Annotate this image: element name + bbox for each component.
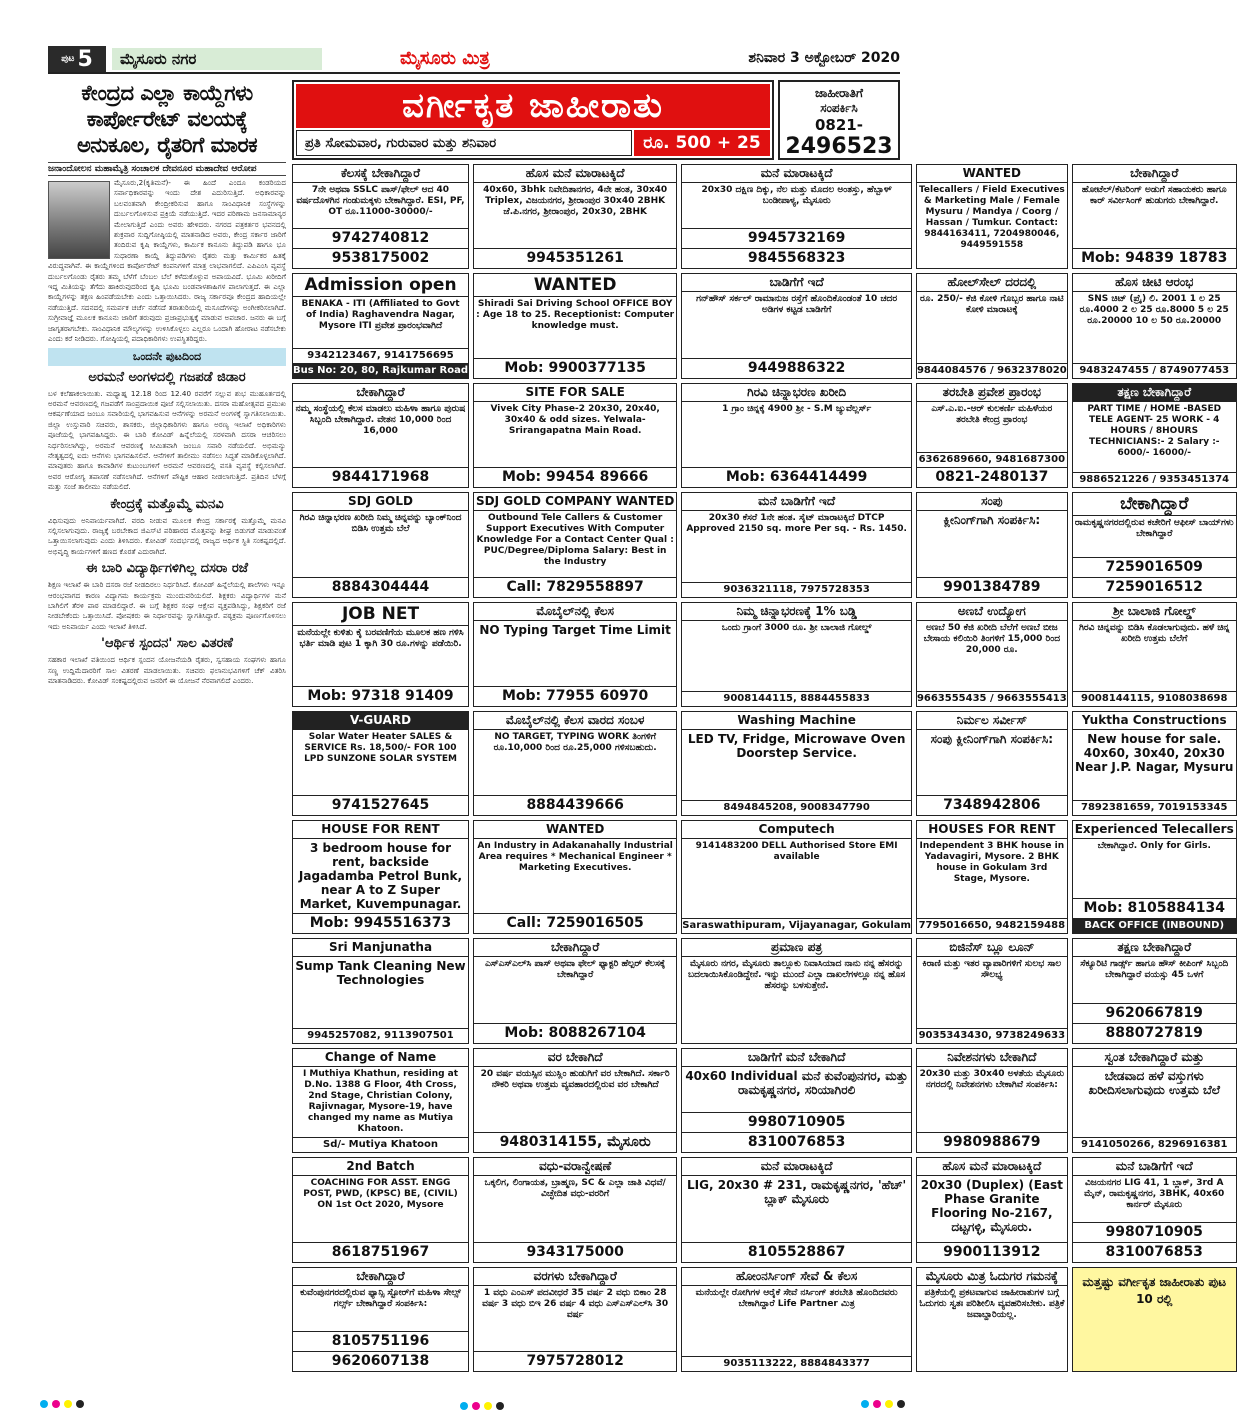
- classified-ads-grid: [292, 164, 1234, 1372]
- classified-ad: [1072, 492, 1237, 597]
- classified-price: ರೂ. 500 + 25: [634, 130, 770, 156]
- classified-ad: [681, 820, 912, 934]
- ad-heading: ಹೊಸ ಮನೆ ಮಾರಾಟಕ್ಕಿದೆ: [917, 1158, 1067, 1176]
- ad-body: 40x60 Individual ಮನೆ ಕುವೆಂಪುನಗರ, ಮತ್ತು ರಾಮಕೃಷ್ಣನಗರ, ಸರಿಯಾಗಿರಲಿ: [685, 1068, 908, 1097]
- ad-body: 1 ಗ್ರಾಂ ಚಿನ್ನಕ್ಕೆ 4900 ಶ್ರೀ - S.M ಜ್ಯುವೆಲ್ಲರ್ಸ್: [722, 403, 872, 414]
- subheading: 'ಆರ್ಥಿಕ ಸ್ಪಂದನ' ಸಾಲ ವಿತರಣೆ: [101, 636, 233, 652]
- classified-ad: [292, 602, 469, 707]
- ad-phone: Saraswathipuram, Vijayanagar, Gokulam: [682, 920, 911, 932]
- classified-ad: [681, 383, 912, 488]
- ad-phone: 7348942806: [917, 795, 1067, 815]
- page-label: ಪುಟ: [61, 54, 75, 64]
- ad-heading: HOUSE FOR RENT: [293, 821, 468, 839]
- ad-body: ಗಿರವಿ ಚಿನ್ನವನ್ನು ಬಿಡಿಸಿ ಕೊಡಲಾಗುವುದು. ಹಳೆ ಚಿನ್ನ ಖರೀದಿ ಉತ್ತಮ ಬೆಲೆಗೆ: [1078, 622, 1230, 644]
- ad-heading: ಹೋಲ್‌ಸೇಲ್ ದರದಲ್ಲಿ: [917, 274, 1067, 292]
- ad-body: NO TARGET, TYPING WORK ತಿಂಗಳಿಗೆ ರೂ.10,000 ರಿಂದ ರೂ.25,000 ಗಳಿಸಬಹುದು.: [493, 732, 657, 753]
- dateline: ಶನಿವಾರ 3 ಅಕ್ಟೋಬರ್ 2020: [748, 50, 900, 66]
- ad-heading: Experienced Telecallers: [1073, 821, 1236, 839]
- classified-ad: [681, 164, 912, 269]
- ad-body: ಕ್ಲೀನಿಂಗ್‌ಗಾಗಿ ಸಂಪರ್ಕಿಸಿ:: [943, 513, 1041, 528]
- ad-heading: 2nd Batch: [293, 1158, 468, 1176]
- classified-ad: [1072, 820, 1237, 934]
- ad-body: Vivek City Phase-2 20x30, 20x40, 30x40 & odd sizes. Yelwala-Srirangapatna Main Road.: [490, 403, 660, 436]
- ad-heading: ವಧು-ವರಾನ್ವೇಷಣೆ: [474, 1158, 676, 1176]
- ad-phone: 9620607138: [293, 1351, 468, 1371]
- classified-ad: [1072, 164, 1237, 269]
- ad-heading: ಬೇಕಾಗಿದ್ದಾರೆ: [1073, 493, 1236, 516]
- ad-heading: ನಿರ್ಮಲ ಸರ್ವೀಸ್: [917, 712, 1067, 730]
- portrait-photo: [48, 181, 110, 259]
- classified-header: [292, 80, 774, 160]
- ad-heading: ನಿಮ್ಮ ಚಿನ್ನಾಭರಣಕ್ಕೆ 1% ಬಡ್ಡಿ: [682, 603, 911, 621]
- ad-phone: Call: 7259016505: [474, 913, 676, 933]
- ad-body: ಎಸ್.ಎ.ಐ.-ಆರ್ ಕುಲಕರ್ಣಿ ಮಹಿಳೆಯರ ತರಬೇತಿ ಕೇಂದ್ರ ಪ್ರಾರಂಭ: [931, 403, 1053, 425]
- ad-body: ರೂ. 250/- ಕೆಜಿ ಕೋಳಿ ಗೊಬ್ಬರ ಹಾಗೂ ನಾಟಿ ಕೋಳಿ ಮಾರಾಟಕ್ಕೆ: [920, 294, 1064, 316]
- classified-schedule: ಪ್ರತಿ ಸೋಮವಾರ, ಗುರುವಾರ ಮತ್ತು ಶನಿವಾರ: [296, 130, 632, 156]
- ad-phone: 8880727819: [1073, 1023, 1236, 1043]
- ad-heading: V-GUARD: [293, 712, 468, 730]
- ad-phone: Sd/- Mutiya Khatoon: [293, 1137, 468, 1152]
- ad-heading: WANTED: [474, 274, 676, 297]
- ad-body: 20 ವರ್ಷ ವಯಸ್ಸಿನ ಮುಸ್ಲಿಂ ಹುಡುಗಿಗೆ ವರ ಬೇಕಾಗಿದೆ. ಸರ್ಕಾರಿ ನೌಕರಿ ಅಥವಾ ಉತ್ತಮ ವ್ಯವಹಾರದಲ್ಲಿರುವ ವರ ಬೇಕಾಗಿದೆ: [480, 1068, 670, 1090]
- ad-body: ಒಂದು ಗ್ರಾಂಗೆ 3000 ರೂ. ಶ್ರೀ ಬಾಲಾಜಿ ಗೋಲ್ಡ್: [721, 622, 872, 633]
- classified-ad: [916, 1048, 1068, 1153]
- ad-phone: 8105528867: [682, 1242, 911, 1262]
- ad-body: ಬೇಡವಾದ ಹಳೆ ವಸ್ತುಗಳು ಖರೀದಿಸಲಾಗುವುದು ಉತ್ತಮ ಬೆಲೆ: [1088, 1068, 1220, 1097]
- ad-phone: 8884304444: [293, 577, 468, 597]
- ad-phone: 7795016650, 9482159488: [918, 920, 1066, 932]
- classified-ad: [916, 938, 1068, 1043]
- section-name: ಮೈಸೂರು ನಗರ: [112, 48, 322, 70]
- ad-phone: 9036321118, 7975728353: [682, 582, 911, 597]
- ad-body: ರಾಮಕೃಷ್ಣನಗರದಲ್ಲಿರುವ ಕಚೇರಿಗೆ ಆಫೀಸ್ ಬಾಯ್‌ಗಳು ಬೇಕಾಗಿದ್ದಾರೆ: [1074, 518, 1234, 540]
- ad-heading: SDJ GOLD COMPANY WANTED: [474, 493, 676, 511]
- ad-body: New house for sale. 40x60, 30x40, 20x30 Near J.P. Nagar, Mysuru: [1075, 732, 1234, 774]
- ad-phone: Mob: 8105884134: [1073, 898, 1236, 918]
- ad-body: ಅಣಬೆ 50 ಕೆಜಿ ಖರೀದಿ ಬೆಲೆಗೆ ಅಣಬೆ ಬೀಜ ಬೇಸಾಯ ಕಲಿಯಿರಿ ತಿಂಗಳಿಗೆ 15,000 ರಿಂದ 20,000 ರೂ.: [923, 622, 1061, 655]
- ad-heading: ಬೇಕಾಗಿದ್ದಾರೆ: [474, 939, 676, 957]
- ad-phone: 9663555435 / 9663555413: [916, 693, 1067, 704]
- contact-line: ಸಂಪರ್ಕಿಸಿ: [820, 101, 858, 115]
- ad-body: ಸೆಕ್ಯೂರಿಟಿ ಗಾರ್ಡ್ಸ್ ಹಾಗೂ ಹೌಸ್ ಕೀಪಿಂಗ್ ಸಿಬ್ಬಂದಿ ಬೇಕಾಗಿದ್ದಾರೆ ವಯಸ್ಸು 45 ಒಳಗೆ: [1080, 959, 1229, 981]
- ad-body: 7ನೇ ಅಥವಾ SSLC ಪಾಸ್/ಫೇಲ್ ಆದ 40 ವರ್ಷದೊಳಗಿನ ಗಂಡುಮಕ್ಕಳು ಬೇಕಾಗಿದ್ದಾರೆ. ESI, PF, OT ರೂ.11000-30000/-: [296, 185, 465, 217]
- classified-ad: [916, 602, 1068, 707]
- classified-ad: [916, 1267, 1068, 1372]
- ad-phone: 7259016512: [1073, 577, 1236, 597]
- article-byline: ಜನಾಂದೋಲನ ಮಹಾಮೈತ್ರಿ ಸಂಚಾಲಕ ದೇವನೂರ ಮಹಾದೇವ ಆರೋಪ: [48, 162, 286, 176]
- ad-phone: Mob: 77955 60970: [474, 686, 676, 706]
- ad-phone: Mob: 99454 89666: [474, 467, 676, 487]
- ad-body: LED TV, Fridge, Microwave Oven Doorstep Service.: [687, 732, 906, 760]
- ad-body: ವಿಜಯನಗರ LIG 41, 1 ಬ್ಲಾಕ್, 3rd A ಮೈನ್, ರಾಮಕೃಷ್ಣನಗರ, 3BHK, 40x60 ಕಾರ್ನರ್ ಮೈಸೂರು: [1084, 1178, 1225, 1211]
- classified-ad: [681, 1157, 912, 1262]
- ad-body: ಒಕ್ಕಲಿಗ, ಲಿಂಗಾಯತ, ಬ್ರಾಹ್ಮಣ, SC & ಎಲ್ಲಾ ಜಾತಿ ವಿಧವೆ/ವಿಚ್ಛೇದಿತ ವಧು-ವರರಿಗೆ: [484, 1178, 666, 1200]
- classified-ad: [681, 938, 912, 1043]
- ad-heading: Sri Manjunatha: [293, 939, 468, 957]
- contact-line: 0821-: [815, 116, 863, 134]
- ad-phone: Mob: 97318 91409: [293, 686, 468, 706]
- article-body: ಮೈಸೂರು,2(ಕೃತಿಮನೆ)- ಈ ಹಿಂದೆ ಎಂದೂ ಕಂಡರಿಯದ ಸರ್ವಾಧಿಕಾರವನ್ನು ಇಂದು ದೇಶ ಎದುರಿಸುತ್ತಿದೆ. ಅಧಿಕಾರವನ್ನು ಬಲವಂತವಾಗಿ ಕೇಂದ್ರೀಕರಿಸುವ ಹಾಗೂ ಸಾಂವಿಧಾನಿಕ ಸಂಸ್ಥೆಗಳನ್ನು ದುರ್ಬಲಗೊಳಿಸುವ ಪ್ರಕ್ರಿಯೆ ನಡೆಯುತ್ತಿದೆ. ಇದರ ಪರಿಣಾಮ ಜನಸಾಮಾನ್ಯರ ಮೇಲಾಗುತ್ತಿದೆ ಎಂದು ಅವರು ಹೇಳಿದರು. ನಗರದ ಪತ್ರಕರ್ತರ ಭವನದಲ್ಲಿ ಶುಕ್ರವಾರ ಸುದ್ದಿಗೋಷ್ಠಿಯಲ್ಲಿ ಮಾತನಾಡಿದ ಅವರು, ಕೇಂದ್ರ ಸರ್ಕಾರ ಜಾರಿಗೆ ತಂದಿರುವ ಕೃಷಿ ಕಾಯ್ದೆಗಳು, ಕಾರ್ಮಿಕ ಕಾನೂನು ತಿದ್ದುಪಡಿ ಹಾಗೂ ಭೂ ಸುಧಾರಣಾ ಕಾಯ್ದೆ ತಿದ್ದುಪಡಿಗಳು ರೈತರು ಮತ್ತು ಕಾರ್ಮಿಕರ ಹಿತಕ್ಕೆ ವಿರುದ್ಧವಾಗಿವೆ. ಈ ಕಾಯ್ದೆಗಳಿಂದ ಕಾರ್ಪೋರೇಟ್ ಕಂಪನಿಗಳಿಗೆ ಮಾತ್ರ ಲಾಭವಾಗಲಿದೆ. ಎಪಿಎಂಸಿ ವ್ಯವಸ್ಥೆ ದುರ್ಬಲಗೊಂಡು ರೈತರು ತಮ್ಮ ಬೆಳೆಗೆ ಬೆಂಬಲ ಬೆಲೆ ಕಳೆದುಕೊಳ್ಳುವ ಅಪಾಯವಿದೆ. ಭೂಮಿ ಖರೀದಿಗೆ ಇದ್ದ ಮಿತಿಯನ್ನು ತೆಗೆದು ಹಾಕಿರುವುದರಿಂದ ಕೃಷಿ ಭೂಮಿ ಬಂಡವಾಳಶಾಹಿಗಳ ಪಾಲಾಗುತ್ತದೆ. ಈ ಎಲ್ಲಾ ಕಾಯ್ದೆಗಳನ್ನು ತಕ್ಷಣ ಹಿಂಪಡೆಯಬೇಕು ಎಂದು ಒತ್ತಾಯಿಸಿದರು. ರಾಜ್ಯ ಸರ್ಕಾರವೂ ಕೇಂದ್ರದ ಹಾದಿಯಲ್ಲೇ ನಡೆಯುತ್ತಿದೆ. ಸದನದಲ್ಲಿ ಸಮರ್ಪಕ ಚರ್ಚೆ ನಡೆಸದೆ ತರಾತುರಿಯಲ್ಲಿ ಮಸೂದೆಗಳನ್ನು ಅಂಗೀಕರಿಸಲಾಗಿದೆ. ಸುಗ್ರೀವಾಜ್ಞೆ ಮೂಲಕ ಕಾನೂನು ಜಾರಿಗೆ ತರುವುದು ಪ್ರಜಾಪ್ರಭುತ್ವಕ್ಕೆ ಮಾಡುವ ಅಪಚಾರ. ಜನರು ಈ ಬಗ್ಗೆ ಜಾಗೃತರಾಗಬೇಕು. ಸಾಂವಿಧಾನಿಕ ಮೌಲ್ಯಗಳನ್ನು ಉಳಿಸಿಕೊಳ್ಳಲು ಎಲ್ಲರೂ ಒಂದಾಗಿ ಹೋರಾಟ ನಡೆಸಬೇಕು ಎಂದು ಕರೆ ನೀಡಿದರು. ಗೋಷ್ಠಿಯಲ್ಲಿ ಪದಾಧಿಕಾರಿಗಳು ಉಪಸ್ಥಿತರಿದ್ದರು.: [48, 178, 286, 344]
- ad-phone: 8618751967: [293, 1242, 468, 1262]
- classified-ad: [473, 711, 677, 816]
- ad-body: 20x30 ಕೆಸರೆ 1ನೇ ಹಂತ. ಸೈಟ್ ಮಾರಾಟಕ್ಕಿದೆ DTCP Approved 2150 sq. more Per sq. - Rs. 1450.: [686, 513, 907, 535]
- ad-body: ಕುವೆಂಪುನಗರದಲ್ಲಿರುವ ಫ್ಯಾನ್ಸಿ ಸ್ಟೋರ್‌ಗೆ ಮಹಿಳಾ ಸೇಲ್ಸ್ ಗರ್ಲ್ಸ್ ಬೇಕಾಗಿದ್ದಾರೆ ಸಂಪರ್ಕಿಸಿ:: [300, 1287, 461, 1309]
- ad-body: 20x30 (Duplex) (East Phase Granite Flooring No-2167, ದಟ್ಟಗಳ್ಳಿ, ಮೈಸೂರು.: [920, 1178, 1063, 1235]
- ad-heading: ಪ್ರಮಾಣ ಪತ್ರ: [682, 939, 911, 957]
- classified-ad: [916, 273, 1068, 378]
- article-headline: ಕೇಂದ್ರದ ಎಲ್ಲಾ ಕಾಯ್ದೆಗಳು ಕಾರ್ಪೋರೇಟ್ ವಲಯಕ್ಕೆ ಅನುಕೂಲ, ರೈತರಿಗೆ ಮಾರಕ: [76, 80, 258, 157]
- ad-heading: Yuktha Constructions: [1073, 712, 1236, 730]
- ad-heading: ಸ್ವಂತ ಬೇಕಾಗಿದ್ದಾರೆ ಮತ್ತು: [1073, 1049, 1236, 1067]
- news-column: [48, 80, 286, 1370]
- contact-line: ಜಾಹೀರಾತಿಗೆ: [815, 86, 863, 100]
- ad-heading: ಶ್ರೀ ಬಾಲಾಜಿ ಗೋಲ್ಡ್: [1073, 603, 1236, 621]
- ad-phone: Bus No: 20, 80, Rajkumar Road: [293, 364, 468, 376]
- ad-heading: ಕೆಲಸಕ್ಕೆ ಬೇಕಾಗಿದ್ದಾರೆ: [293, 165, 468, 183]
- classified-ad: [681, 711, 912, 816]
- classified-ad: [473, 602, 677, 707]
- ad-heading: ತಕ್ಷಣ ಬೇಕಾಗಿದ್ದಾರೆ: [1073, 939, 1236, 957]
- classified-ad: [916, 1157, 1068, 1262]
- article-body: ವಿಧಿಸುವುದು ಅನಿವಾರ್ಯವಾಗಿದೆ. ವರದಿ ನೀಡುವ ಮೂಲಕ ಕೇಂದ್ರ ಸರ್ಕಾರಕ್ಕೆ ಮತ್ತೊಮ್ಮೆ ಮನವಿ ಸಲ್ಲಿಸಲಾಗುವುದು. ರಾಜ್ಯಕ್ಕೆ ಬರಬೇಕಾದ ಜಿಎಸ್‌ಟಿ ಪರಿಹಾರದ ಮೊತ್ತವನ್ನು ಶೀಘ್ರ ಬಿಡುಗಡೆ ಮಾಡುವಂತೆ ಒತ್ತಾಯಿಸಲಾಗುವುದು ಎಂದು ತಿಳಿಸಿದರು. ಕೋವಿಡ್ ಸಂದರ್ಭದಲ್ಲಿ ರಾಜ್ಯದ ಆರ್ಥಿಕ ಸ್ಥಿತಿ ಸಂಕಷ್ಟದಲ್ಲಿದೆ. ಅಭಿವೃದ್ಧಿ ಕಾರ್ಯಗಳಿಗೆ ಹಣದ ಕೊರತೆ ಎದುರಾಗಿದೆ.: [48, 515, 286, 556]
- ad-phone: 9980710905: [682, 1112, 911, 1132]
- ad-heading: JOB NET: [293, 603, 468, 626]
- ad-phone: 9035113222, 8884843377: [682, 1356, 911, 1371]
- ad-body: ಮತ್ತಷ್ಟು ವರ್ಗೀಕೃತ ಜಾಹೀರಾತು ಪುಟ 10 ರಲ್ಲಿ: [1082, 1274, 1227, 1306]
- ad-heading: ಮೊಬೈಲ್‌ನಲ್ಲಿ ಕೆಲಸ ವಾರದ ಸಂಬಳ: [474, 712, 676, 730]
- ad-phone: 9844171968: [293, 467, 468, 487]
- ad-phone: 0821-2480137: [917, 467, 1067, 487]
- ad-heading: ಮನೆ ಮಾರಾಟಕ್ಕಿದೆ: [682, 165, 911, 183]
- ad-body: Solar Water Heater SALES & SERVICE Rs. 18,500/- FOR 100 LPD SUNZONE SOLAR SYSTEM: [304, 732, 457, 764]
- ad-phone: 9900113912: [917, 1242, 1067, 1262]
- ad-body: Telecallers / Field Executives & Marketing Male / Female Mysuru / Mandya / Coorg / Hassan / Tumkur. Contact: 9844163411, 7204980046, 9449591558: [918, 185, 1065, 250]
- ad-phone: 9945351261: [474, 248, 676, 268]
- ad-body: ಮನೆಯಲ್ಲೇ ರೋಗಿಗಳ ಆರೈಕೆ ಸೇವೆ ನರ್ಸಿಂಗ್ ತರಬೇತಿ ಹೊಂದಿದವರು ಬೇಕಾಗಿದ್ದಾರೆ Life Partner ಮಿತ್ರ: [695, 1287, 898, 1309]
- ad-heading: ಹೋಂನರ್ಸಿಂಗ್ ಸೇವೆ & ಕೆಲಸ: [682, 1268, 911, 1286]
- ad-heading: ಮೊಬೈಲ್‌ನಲ್ಲಿ ಕೆಲಸ: [474, 603, 676, 621]
- ad-phone: BACK OFFICE (INBOUND): [1073, 918, 1236, 933]
- ad-body: Shiradi Sai Driving School OFFICE BOY : Age 18 to 25. Receptionist: Computer knowledge must.: [476, 299, 675, 332]
- ad-body: ಗನ್‌ಹೌಸ್ ಸರ್ಕಲ್ ರಾಮಾನುಜ ರಸ್ತೆಗೆ ಹೊಂದಿಕೊಂಡಂತೆ 10 ಚದರ ಅಡಿಗಳ ಕಟ್ಟಡ ಬಾಡಿಗೆಗೆ: [696, 294, 898, 316]
- ad-heading: ಬೇಕಾಗಿದ್ದಾರೆ: [293, 1268, 468, 1286]
- classified-ad: [292, 492, 469, 597]
- registration-marks: [40, 1400, 84, 1408]
- ad-phone: 9741527645: [293, 795, 468, 815]
- classified-contact-box: [778, 80, 900, 160]
- ad-heading: Washing Machine: [682, 712, 911, 730]
- ad-heading: ಬಾಡಿಗೆಗೆ ಮನೆ ಬೇಕಾಗಿದೆ: [682, 1049, 911, 1067]
- ad-phone: 9483247455 / 8749077453: [1073, 363, 1236, 378]
- classified-ad: [1072, 938, 1237, 1043]
- ad-body: PART TIME / HOME -BASED TELE AGENT- 25 WORK - 4 HOURS / 8HOURS TECHNICIANS:- 2 Salary :- 6000/- 16000/-: [1087, 403, 1222, 458]
- ad-body: Sump Tank Cleaning New Technologies: [295, 959, 466, 988]
- classified-ad: [473, 1048, 677, 1153]
- ad-phone: Mob: 6364414499: [682, 467, 911, 487]
- ad-phone: Call: 7829558897: [474, 577, 676, 597]
- ad-body: ನಮ್ಮ ಸಂಸ್ಥೆಯಲ್ಲಿ ಕೆಲಸ ಮಾಡಲು ಮಹಿಳಾ ಹಾಗೂ ಪುರುಷ ಸಿಬ್ಬಂದಿ ಬೇಕಾಗಿದ್ದಾರೆ. ವೇತನ 10,000 ರಿಂದ 16,000: [295, 403, 466, 436]
- ad-body: LIG, 20x30 # 231, ರಾಮಕೃಷ್ಣನಗರ, 'ಹೆಚ್' ಬ್ಲಾಕ್ ಮೈಸೂರು: [687, 1178, 907, 1207]
- registration-marks: [861, 1400, 905, 1408]
- classified-ad: [473, 1267, 677, 1372]
- ad-heading: ಸಂಪು: [917, 493, 1067, 511]
- ad-phone: 9886521226 / 9353451374: [1073, 472, 1236, 487]
- ad-phone: 9342123467, 9141756695: [293, 348, 468, 363]
- article-body: ಶಿಕ್ಷಣ ಇಲಾಖೆ ಈ ಬಾರಿ ದಸರಾ ರಜೆ ನೀಡದಿರಲು ನಿರ್ಧರಿಸಿದೆ. ಕೋವಿಡ್ ಹಿನ್ನೆಲೆಯಲ್ಲಿ ಶಾಲೆಗಳು ಇನ್ನೂ ಆರಂಭವಾಗದ ಕಾರಣ ವಿದ್ಯಾಗಮ ಕಾರ್ಯಕ್ರಮ ಮುಂದುವರಿಯಲಿದೆ. ಶಿಕ್ಷಕರು ವಿದ್ಯಾರ್ಥಿಗಳ ಮನೆ ಬಾಗಿಲಿಗೆ ತೆರಳಿ ಪಾಠ ಮಾಡಲಿದ್ದಾರೆ. ಈ ಬಗ್ಗೆ ಶಿಕ್ಷಕರ ಸಂಘ ಆಕ್ಷೇಪ ವ್ಯಕ್ತಪಡಿಸಿದ್ದು, ಶಿಕ್ಷಕರಿಗೆ ರಜೆ ನೀಡಬೇಕೆಂದು ಒತ್ತಾಯಿಸಿದೆ. ಪೋಷಕರು ಈ ನಿರ್ಧಾರವನ್ನು ಸ್ವಾಗತಿಸಿದ್ದಾರೆ. ಪಠ್ಯಕ್ರಮ ಪೂರ್ಣಗೊಳಿಸಲು ಇದು ಅನಿವಾರ್ಯ ಎಂದು ಇಲಾಖೆ ತಿಳಿಸಿದೆ.: [48, 580, 286, 631]
- classified-ad: [292, 938, 469, 1043]
- classified-ad: [916, 383, 1068, 488]
- ad-body: Outbound Tele Callers & Customer Support Executives With Computer Knowledge For a Contact Center Qual : PUC/Degree/Diploma Salary: Best in the Industry: [476, 513, 674, 568]
- classified-title: ವರ್ಗೀಕೃತ ಜಾಹೀರಾತು: [296, 84, 770, 128]
- classified-ad: [1072, 711, 1237, 816]
- ad-body: NO Typing Target Time Limit: [479, 622, 671, 637]
- ad-heading: HOUSES FOR RENT: [917, 821, 1067, 839]
- page-number-box: [48, 46, 106, 72]
- ad-phone: 9008144115, 9108038698: [1073, 691, 1236, 706]
- masthead-rule: [48, 72, 900, 74]
- subheading: ಕೇಂದ್ರಕ್ಕೆ ಮತ್ತೊಮ್ಮೆ ಮನವಿ: [110, 496, 224, 512]
- ad-heading: ಮನೆ ಬಾಡಿಗೆಗೆ ಇದೆ: [682, 493, 911, 511]
- ad-body: 9141483200 DELL Authorised Store EMI available: [695, 841, 898, 863]
- ad-body: BENAKA - ITI (Affiliated to Govt of India) Raghavendra Nagar, Mysore ITI ಪ್ರವೇಶ ಪ್ರಾರಂಭವಾಗಿದೆ: [301, 299, 460, 332]
- classified-ad: [681, 1048, 912, 1153]
- ad-phone: 7892381659, 7019153345: [1073, 800, 1236, 815]
- ad-heading: ಮನೆ ಬಾಡಿಗೆಗೆ ಇದೆ: [1073, 1158, 1236, 1176]
- classified-ad: [473, 820, 677, 934]
- classified-ad: [916, 164, 1068, 269]
- newspaper-brand: ಮೈಸೂರು ಮಿತ್ರ: [400, 48, 490, 69]
- ad-heading: WANTED: [917, 165, 1067, 183]
- ad-heading: ಗಿರವಿ ಚಿನ್ನಾಭರಣ ಖರೀದಿ: [682, 384, 911, 402]
- ad-body: ಗಿರವಿ ಚಿನ್ನಾಭರಣ ಖರೀದಿ ನಿಮ್ಮ ಚಿನ್ನವನ್ನು ಬ್ಯಾಂಕ್‌ನಿಂದ ಬಿಡಿಸಿ ಉತ್ತಮ ಬೆಲೆ: [299, 513, 462, 535]
- ad-heading: SITE FOR SALE: [474, 384, 676, 402]
- ad-phone: Mob: 8088267104: [474, 1023, 676, 1043]
- classified-ad: [292, 383, 469, 488]
- ad-phone: 9980710905: [1073, 1222, 1236, 1242]
- classified-ad: [916, 711, 1068, 816]
- ad-body: ಹೋಟೆಲ್/ಕೆಟರಿಂಗ್ ಅಡುಗೆ ಸಹಾಯಕರು ಹಾಗೂ ಕಾರ್ ಸರ್ವೀಸಿಂಗ್ ಹುಡುಗರು ಬೇಕಾಗಿದ್ದಾರೆ.: [1081, 185, 1227, 206]
- ad-body: ಸಂಪು ಕ್ಲೀನಿಂಗ್‌ಗಾಗಿ ಸಂಪರ್ಕಿಸಿ:: [930, 732, 1053, 746]
- classified-ad: [473, 492, 677, 597]
- ad-heading: WANTED: [474, 821, 676, 839]
- ad-body: ಪತ್ರಿಕೆಯಲ್ಲಿ ಪ್ರಕಟವಾಗುವ ಜಾಹೀರಾತುಗಳ ಬಗ್ಗೆ ಓದುಗರು ಸ್ವತಃ ಪರಿಶೀಲಿಸಿ ವ್ಯವಹರಿಸಬೇಕು. ಪತ್ರಿಕೆ ಜವಾಬ್ದಾರಿಯಲ್ಲ.: [919, 1287, 1065, 1320]
- ad-heading: ನಿವೇಶನಗಳು ಬೇಕಾಗಿದೆ: [917, 1049, 1067, 1067]
- classified-ad: [681, 492, 912, 597]
- ad-body: ಮೈಸೂರು ನಗರ, ಮೈಸೂರು ತಾಲ್ಲೂಕು ನಿವಾಸಿಯಾದ ನಾನು ನನ್ನ ಹೆಸರನ್ನು ಬದಲಾಯಿಸಿಕೊಂಡಿದ್ದೇನೆ. ಇನ್ನು ಮುಂದೆ ಎಲ್ಲಾ ದಾಖಲೆಗಳಲ್ಲೂ ನನ್ನ ಹೊಸ ಹೆಸರನ್ನು ಬಳಸುತ್ತೇನೆ.: [688, 959, 906, 992]
- classified-ad: [1072, 1157, 1237, 1262]
- ad-heading: ಹೊಸ ಚೀಟಿ ಆರಂಭ: [1073, 274, 1236, 292]
- ad-body: ಮನೆಯಲ್ಲೇ ಕುಳಿತು ಕೈ ಬರವಣಿಗೆಯ ಮೂಲಕ ಹಣ ಗಳಿಸಿ ಭರ್ತಿ ಮಾಡಿ ಪುಟ 1 ಕ್ಕಾಗಿ 30 ರೂ.ಗಳನ್ನು ಪಡೆಯಿರಿ.: [297, 627, 464, 649]
- ad-phone: 9620667819: [1073, 1003, 1236, 1023]
- ad-phone: 6362689660, 9481687300: [918, 454, 1066, 466]
- ad-heading: ಬೇಕಾಗಿದ್ದಾರೆ: [1073, 165, 1236, 183]
- page-number: 5: [77, 46, 93, 72]
- classified-ad: [916, 492, 1068, 597]
- classified-ad: [916, 820, 1068, 934]
- ad-body: SNS ಚಿಟ್ (ಪ್ರೈ) ಲಿ. 2001 1 ಲ 25 ರೂ.4000 2 ಲ 25 ರೂ.8000 5 ಲ 25 ರೂ.20000 10 ಲ 50 ರೂ.20000: [1079, 294, 1229, 327]
- ad-body: COACHING FOR ASST. ENGG POST, PWD, (KPSC) BE, (CIVIL) ON 1st Oct 2020, Mysore: [303, 1178, 458, 1211]
- ad-phone: 9538175002: [293, 248, 468, 268]
- ad-heading: ಅಣಬೆ ಉದ್ಯೋಗ: [917, 603, 1067, 621]
- contact-phone: 2496523: [785, 134, 893, 159]
- subheading: ಈ ಬಾರಿ ವಿದ್ಯಾರ್ಥಿಗಳಿಗಿಲ್ಲ ದಸರಾ ರಜೆ: [85, 561, 249, 577]
- ad-phone: 7259016509: [1073, 557, 1236, 577]
- registration-marks: [460, 1402, 504, 1410]
- ad-heading: ಮೈಸೂರು ಮಿತ್ರ ಓದುಗರ ಗಮನಕ್ಕೆ: [917, 1268, 1067, 1286]
- ad-body: 1 ವಧು ಎಂಎಸ್ ಪದವೀಧರೆ 35 ವರ್ಷ 2 ವಧು ಬಿಕಾಂ 28 ವರ್ಷ 3 ವಧು ಬಿಇ 26 ವರ್ಷ 4 ವಧು ಎಸ್‌ಎಸ್‌ಎಲ್‌ಸಿ 30 ವರ್ಷ: [482, 1287, 669, 1320]
- ad-phone: 8310076853: [1073, 1242, 1236, 1262]
- subheading: ಅರಮನೆ ಅಂಗಳದಲ್ಲಿ ಗಜಪಡೆ ಜಿಡಾರ: [88, 369, 246, 385]
- ad-heading: SDJ GOLD: [293, 493, 468, 511]
- ad-heading: ಬಿಜಿನೆಸ್ ಬ್ಲೂ ಲೂನ್: [917, 939, 1067, 957]
- ad-body: ಎಸ್‌ಎಸ್‌ಎಲ್‌ಸಿ ಪಾಸ್ ಅಥವಾ ಫೇಲ್ ಫ್ಯಾಕ್ಟರಿ ಹೆಲ್ಪರ್ ಕೆಲಸಕ್ಕೆ ಬೇಕಾಗಿದ್ದಾರೆ: [485, 959, 666, 981]
- ad-heading: Change of Name: [293, 1049, 468, 1067]
- classified-ad: [473, 1157, 677, 1262]
- classified-ad: [1072, 1267, 1237, 1372]
- ad-phone: Mob: 9900377135: [474, 358, 676, 378]
- ad-phone: 9945257082, 9113907501: [293, 1028, 468, 1043]
- ad-heading: ತರಬೇತಿ ಪ್ರವೇಶ ಪ್ರಾರಂಭ: [917, 384, 1067, 402]
- ad-body: An Industry in Adakanahally Industrial Area requires * Mechanical Engineer * Marketing Executives.: [477, 841, 673, 874]
- classified-ad: [473, 164, 677, 269]
- masthead: [40, 46, 900, 74]
- ad-heading: Admission open: [293, 274, 468, 297]
- ad-heading: ಮನೆ ಮಾರಾಟಕ್ಕಿದೆ: [682, 1158, 911, 1176]
- ad-phone: 8494845208, 9008347790: [682, 800, 911, 815]
- ad-phone: 9945732169: [682, 228, 911, 248]
- ad-phone: 9980988679: [917, 1132, 1067, 1152]
- classified-ad: [473, 383, 677, 488]
- ad-body: I Muthiya Khathun, residing at D.No. 1388 G Floor, 4th Cross, 2nd Stage, Christian Colony, Rajivnagar, Mysore-19, have changed my name as Mutiya Khatoon.: [302, 1068, 459, 1134]
- ad-phone: 9035343430, 9738249633: [918, 1029, 1066, 1041]
- ad-body: Independent 3 BHK house in Yadavagiri, Mysore. 2 BHK house in Gokulam 3rd Stage, Mysore.: [919, 841, 1065, 885]
- classified-ad: [1072, 602, 1237, 707]
- ad-phone: 9844084576 / 9632378020: [916, 364, 1067, 376]
- ad-heading: ವರಗಳು ಬೇಕಾಗಿದ್ದಾರೆ: [474, 1268, 676, 1286]
- ad-heading: ಬೇಕಾಗಿದ್ದಾರೆ: [293, 384, 468, 402]
- ad-heading: ಬಾಡಿಗೆಗೆ ಇದೆ: [682, 274, 911, 292]
- ad-phone: Mob: 94839 18783: [1073, 248, 1236, 268]
- classified-ad: [681, 273, 912, 378]
- ad-body: 40x60, 3bhk ನಿವೇದಿತಾನಗರ, 4ನೇ ಹಂತ, 30x40 Triplex, ವಿಜಯನಗರ, ಶ್ರೀರಾಂಪುರ 30x40 2BHK ಜೆ.ಪಿ.ನಗರ, ಶ್ರೀರಾಂಪುರ, 20x30, 2BHK: [483, 185, 668, 217]
- ad-heading: Computech: [682, 821, 911, 839]
- ad-phone: 7975728012: [474, 1351, 676, 1371]
- classified-ad: [292, 1267, 469, 1372]
- classified-ad: [473, 273, 677, 378]
- classified-ad: [1072, 383, 1237, 488]
- ad-phone: Mob: 9945516373: [293, 913, 468, 933]
- ad-phone: 9480314155, ಮೈಸೂರು: [474, 1132, 676, 1152]
- ad-phone: 9742740812: [293, 228, 468, 248]
- continued-band: ಒಂದನೇ ಪುಟದಿಂದ: [48, 348, 286, 366]
- ad-body: ಕಿರಾಣಿ ಮತ್ತು ಇತರ ವ್ಯಾಪಾರಿಗಳಿಗೆ ಸುಲಭ ಸಾಲ ಸೌಲಭ್ಯ: [922, 959, 1062, 981]
- classified-ad: [292, 820, 469, 934]
- classified-ad: [292, 164, 469, 269]
- ad-phone: 9141050266, 8296916381: [1073, 1137, 1236, 1152]
- classified-ad: [292, 711, 469, 816]
- classified-ad: [1072, 273, 1237, 378]
- ad-phone: 8884439666: [474, 795, 676, 815]
- ad-body: 20x30 ಮತ್ತು 30x40 ಅಳತೆಯ ಮೈಸೂರು ನಗರದಲ್ಲಿ ನಿವೇಶನಗಳು ಬೇಕಾಗಿವೆ ಸಂಪರ್ಕಿಸಿ:: [919, 1068, 1065, 1090]
- ad-phone: 8310076853: [682, 1132, 911, 1152]
- ad-phone: 9845568323: [682, 248, 911, 268]
- classified-ad: [681, 1267, 912, 1372]
- ad-body: 3 bedroom house for rent, backside Jagadamba Petrol Bunk, near A to Z Super Market, Kuvempunagar.: [298, 841, 463, 912]
- ad-phone: 9008144115, 8884455833: [682, 691, 911, 706]
- ad-phone: 9343175000: [474, 1242, 676, 1262]
- classified-ad: [292, 1157, 469, 1262]
- classified-ad: [681, 602, 912, 707]
- ad-body: 20x30 ದಕ್ಷಿಣ ದಿಕ್ಕು, ನೆಲ ಮತ್ತು ಮೊದಲ ಅಂತಸ್ತು, ಹೆಬ್ಬಾಳ್ ಬಂಡೀಪಾಳ್ಯ, ಮೈಸೂರು: [701, 185, 892, 206]
- article-body: ಬಳ ಕಲೆಹಾಕಲಾಯಿತು. ಮಧ್ಯಾಹ್ನ 12.18 ರಿಂದ 12.40 ರವರೆಗೆ ಸಲ್ಲುವ ಶುಭ ಮುಹೂರ್ತದಲ್ಲಿ ಅರಮನೆ ಆವರಣದಲ್ಲಿ ಗಜಪಡೆಗೆ ಸಾಂಪ್ರದಾಯಿಕ ಪೂಜೆ ಸಲ್ಲಿಸಲಾಯಿತು. ದಸರಾ ಮಹೋತ್ಸವದ ಪ್ರಮುಖ ಆಕರ್ಷಣೆಯಾದ ಜಂಬೂ ಸವಾರಿಯಲ್ಲಿ ಭಾಗವಹಿಸುವ ಆನೆಗಳನ್ನು ಅರಮನೆ ಅಂಗಳಕ್ಕೆ ಸ್ವಾಗತಿಸಲಾಯಿತು. ಜಿಲ್ಲಾ ಉಸ್ತುವಾರಿ ಸಚಿವರು, ಶಾಸಕರು, ಜಿಲ್ಲಾಧಿಕಾರಿಗಳು ಹಾಗೂ ಅರಣ್ಯ ಇಲಾಖೆ ಅಧಿಕಾರಿಗಳು ಪೂಜೆಯಲ್ಲಿ ಭಾಗವಹಿಸಿದ್ದರು. ಈ ಬಾರಿ ಕೋವಿಡ್ ಹಿನ್ನೆಲೆಯಲ್ಲಿ ಸರಳವಾಗಿ ದಸರಾ ಆಚರಿಸಲು ನಿರ್ಧರಿಸಲಾಗಿದ್ದು, ಅರಮನೆ ಆವರಣಕ್ಕೆ ಸೀಮಿತವಾಗಿ ಜಂಬೂ ಸವಾರಿ ನಡೆಯಲಿದೆ. ಅಭಿಮನ್ಯು ನೇತೃತ್ವದಲ್ಲಿ ಐದು ಆನೆಗಳು ಭಾಗವಹಿಸಲಿವೆ. ಆನೆಗಳಿಗೆ ತಾಲೀಮು ನಡೆಸಲು ಸಿದ್ಧತೆ ಮಾಡಿಕೊಳ್ಳಲಾಗಿದೆ. ಮಾವುತರು ಹಾಗೂ ಕಾವಾಡಿಗಳ ಕುಟುಂಬಗಳಿಗೆ ಅರಮನೆ ಆವರಣದಲ್ಲಿ ವಸತಿ ವ್ಯವಸ್ಥೆ ಕಲ್ಪಿಸಲಾಗಿದೆ. ಅವರ ಆರೋಗ್ಯ ತಪಾಸಣೆ ನಡೆಸಲಾಗಿದೆ. ಆನೆಗಳಿಗೆ ಪೌಷ್ಟಿಕ ಆಹಾರ ನೀಡಲಾಗುತ್ತಿದೆ. ಪ್ರತಿದಿನ ಬೆಳಗ್ಗೆ ಮತ್ತು ಸಂಜೆ ತಾಲೀಮು ನಡೆಯಲಿದೆ.: [48, 388, 286, 492]
- classified-ad: [292, 273, 469, 378]
- ad-phone: 9901384789: [917, 577, 1067, 597]
- ad-heading: ತಕ್ಷಣ ಬೇಕಾಗಿದ್ದಾರೆ: [1073, 384, 1236, 402]
- ad-phone: 8105751196: [293, 1331, 468, 1351]
- classified-ad: [292, 1048, 469, 1153]
- ad-heading: ವರ ಬೇಕಾಗಿದೆ: [474, 1049, 676, 1067]
- ad-phone: 9449886322: [682, 358, 911, 378]
- article-body: ಸಹಕಾರ ಇಲಾಖೆ ವತಿಯಿಂದ ಆರ್ಥಿಕ ಸ್ಪಂದನ ಯೋಜನೆಯಡಿ ರೈತರು, ಸ್ವಸಹಾಯ ಸಂಘಗಳು ಹಾಗೂ ಸಣ್ಣ ಉದ್ದಿಮೆದಾರರಿಗೆ ಸಾಲ ವಿತರಣೆ ಮಾಡಲಾಯಿತು. ಸಚಿವರು ಫಲಾನುಭವಿಗಳಿಗೆ ಚೆಕ್ ವಿತರಿಸಿ ಮಾತನಾಡಿದರು. ಕೋವಿಡ್ ಸಂಕಷ್ಟದಲ್ಲಿರುವ ಜನರಿಗೆ ಈ ಯೋಜನೆ ನೆರವಾಗಲಿದೆ ಎಂದರು.: [48, 655, 286, 686]
- classified-ad: [473, 938, 677, 1043]
- ad-heading: ಹೊಸ ಮನೆ ಮಾರಾಟಕ್ಕಿದೆ: [474, 165, 676, 183]
- ad-body: ಬೇಕಾಗಿದ್ದಾರೆ. Only for Girls.: [1097, 841, 1211, 852]
- classified-ad: [1072, 1048, 1237, 1153]
